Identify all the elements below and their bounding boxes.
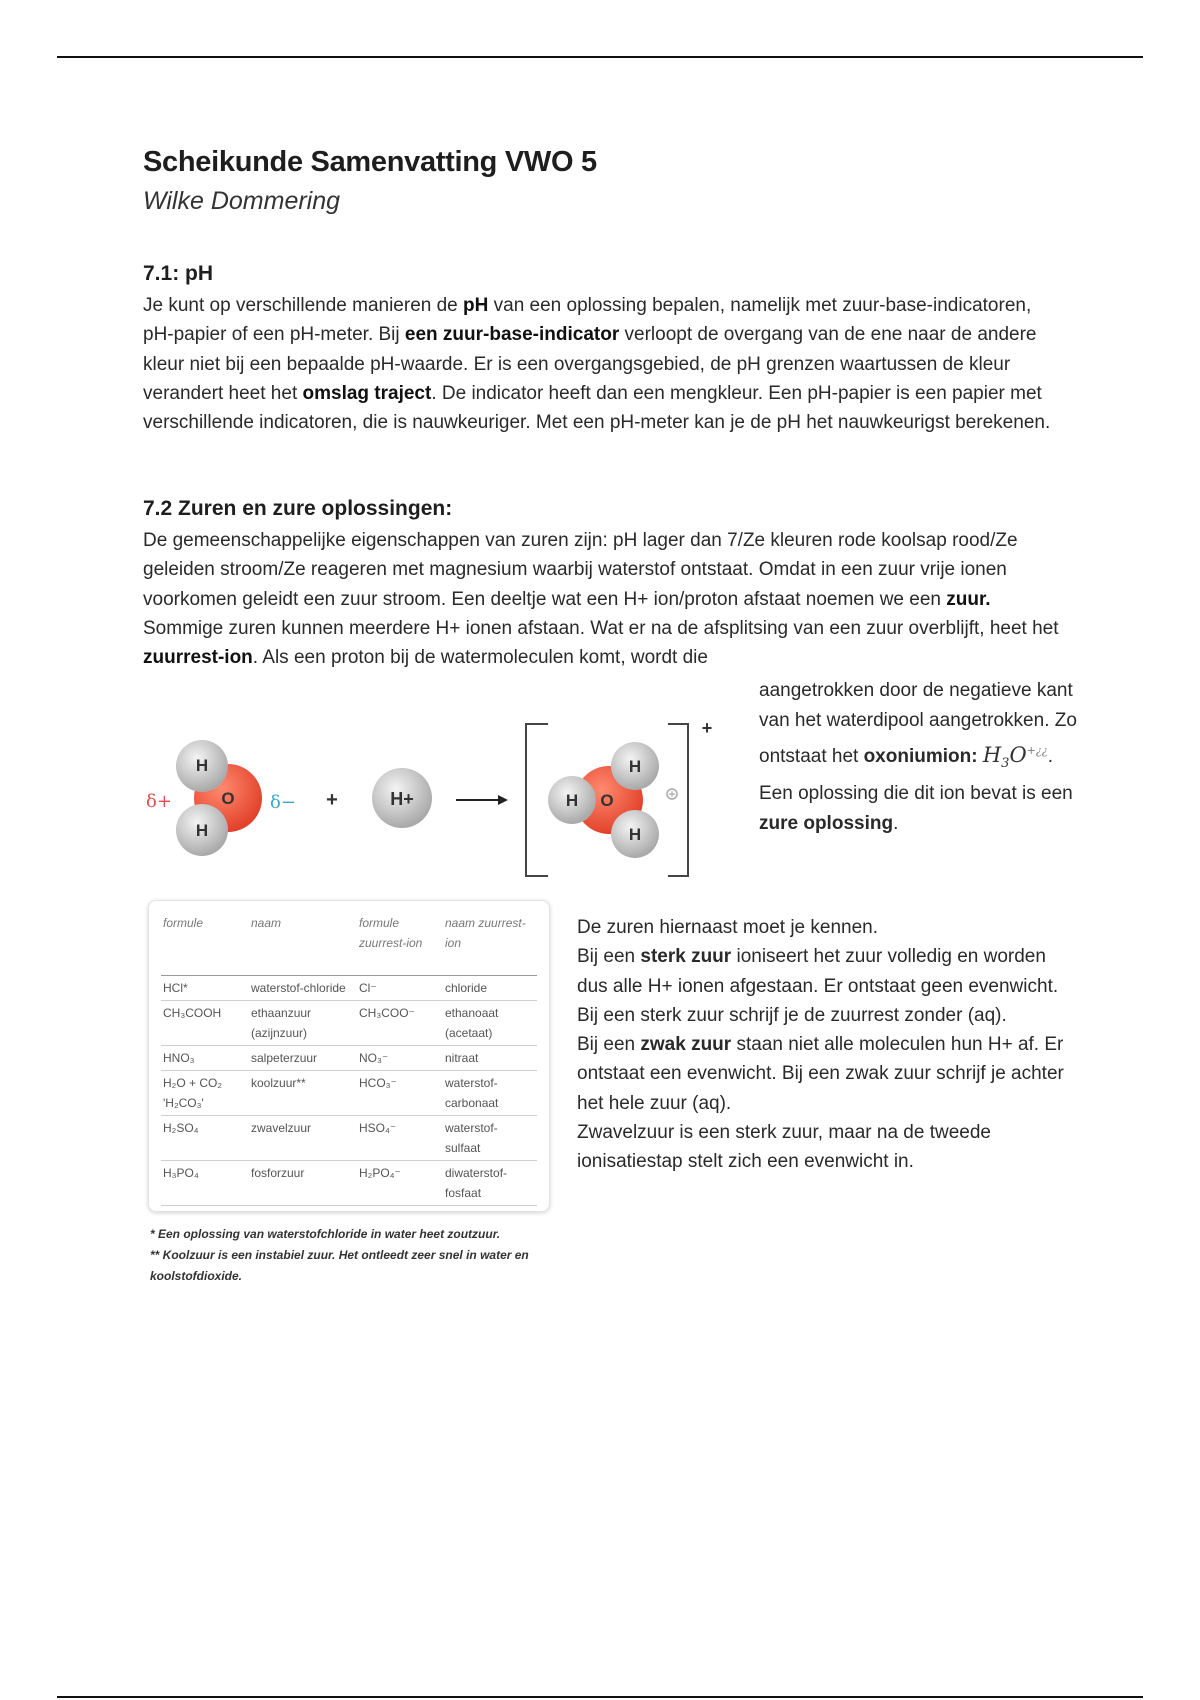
- text-run: verloopt de overgang van de ene naar de andere kleur niet bij een bepaalde pH-waarde. Er is een overgangsgebied, de pH grenzen waartussen de kleur verandert heet het: [143, 324, 1037, 404]
- left-bracket: [526, 724, 548, 876]
- table-cell: H₂SO₄: [161, 1116, 249, 1161]
- section-heading-acids: 7.2 Zuren en zure oplossingen:: [143, 497, 453, 520]
- oxonium-formation-diagram: [140, 700, 730, 885]
- text-run: Je kunt op verschillende manieren de: [143, 295, 464, 316]
- table-cell: diwaterstof-fosfaat: [443, 1161, 537, 1206]
- table-cell: H₃PO₄: [161, 1161, 249, 1206]
- table-cell: waterstof-chloride: [249, 976, 357, 1001]
- svg-text:H: H: [628, 757, 642, 776]
- table-cell: koolzuur**: [249, 1071, 357, 1116]
- table-row: [161, 1071, 537, 1116]
- acid-table-card: [148, 900, 550, 1212]
- svg-text:H: H: [628, 825, 642, 844]
- table-cell: fosforzuur: [249, 1161, 357, 1206]
- svg-text:H: H: [195, 756, 209, 775]
- table-row: [161, 976, 537, 1001]
- footnote: * Een oplossing van waterstofchloride in water heet zoutzuur.: [150, 1227, 501, 1241]
- text-run: De gemeenschappelijke eigenschappen van zuren zijn: pH lager dan 7/Ze kleuren rode koolsap rood/Ze geleiden stroom/Ze reageren met magnesium waarbij waterstof ontstaat. Omdat in een zuur vrije ionen voorkomen geleidt een zuur stroom. Een deeltje wat een H+ ion/proton afstaat noemen we een: [143, 530, 1018, 610]
- bold-term: zwak zuur: [640, 1034, 732, 1056]
- delta-minus-label: δ−: [270, 792, 296, 813]
- svg-text:H+: H+: [390, 789, 414, 809]
- table-cell: nitraat: [443, 1046, 537, 1071]
- table-header: formule zuurrest-ion: [357, 909, 443, 976]
- table-cell: ethanoaat (acetaat): [443, 1001, 537, 1046]
- table-header: formule: [161, 909, 249, 976]
- text-run: . De indicator heeft dan een mengkleur. Een pH-papier is een papier met verschillende indicatoren, die is nauwkeuriger. Met een pH-meter kan je de pH het nauwkeurigst berekenen.: [143, 382, 1051, 434]
- delta-plus-label: δ+: [146, 791, 172, 812]
- section-ph-paragraph: [143, 291, 1063, 437]
- table-cell: waterstof-sulfaat: [443, 1116, 537, 1161]
- svg-text:H: H: [565, 791, 579, 810]
- bold-term: oxoniumion:: [863, 746, 978, 767]
- table-row: [161, 1001, 537, 1046]
- table-cell: ethaanzuur (azijnzuur): [249, 1001, 357, 1046]
- section-heading-ph: 7.1: pH: [143, 262, 214, 285]
- bold-term: omslag traject: [302, 382, 432, 404]
- table-cell: chloride: [443, 976, 537, 1001]
- table-cell: HNO₃: [161, 1046, 249, 1071]
- table-header: naam zuurrest-ion: [443, 909, 537, 976]
- text-run: van een oplossing bepalen, namelijk met zuur-base-indicatoren, pH-papier of een pH-meter. Bij: [143, 295, 1032, 346]
- table-cell: salpeterzuur: [249, 1046, 357, 1071]
- text-run: . Een oplossing die dit ion bevat is een: [759, 746, 1073, 805]
- bold-term: een zuur-base-indicator: [404, 324, 620, 346]
- bold-term: zuur.: [946, 588, 991, 610]
- text-run: .: [893, 813, 899, 835]
- table-cell: CH₃COO⁻: [357, 1001, 443, 1046]
- text-run: aangetrokken door de negatieve kant van het waterdipool aangetrokken. Zo ontstaat het: [759, 680, 1077, 767]
- acid-table: [161, 909, 537, 1206]
- table-footnotes: [150, 1224, 550, 1287]
- section-acids-paragraph: [143, 526, 1063, 672]
- svg-text:O: O: [221, 789, 235, 808]
- text-line: Bij een sterk zuur ioniseert het zuur volledig en worden dus alle H+ ionen afgestaan. Er ontstaat geen evenwicht. Bij een sterk zuur schrijf je de zuurrest zonder (aq).: [577, 946, 1059, 1026]
- footnote: ** Koolzuur is een instabiel zuur. Het ontleedt zeer snel in water en koolstofdioxide.: [150, 1248, 529, 1283]
- table-cell: Cl⁻: [357, 976, 443, 1001]
- table-row: [161, 1116, 537, 1161]
- bold-term: sterk zuur: [640, 946, 732, 968]
- charge-label: +: [701, 718, 713, 738]
- text-line: Zwavelzuur is een sterk zuur, maar na de tweede ionisatiestap stelt zich een evenwicht in.: [577, 1122, 991, 1173]
- text-line: Bij een zwak zuur staan niet alle moleculen hun H+ af. Er ontstaat een evenwicht. Bij een zwak zuur schrijf je achter het hele zuur (aq).: [577, 1034, 1064, 1114]
- table-cell: CH₃COOH: [161, 1001, 249, 1046]
- bold-term: pH: [463, 295, 489, 316]
- document-title: Scheikunde Samenvatting VWO 5: [143, 146, 597, 178]
- text-run: . Als een proton bij de watermoleculen komt, wordt die: [252, 647, 708, 669]
- bold-term: zuurrest-ion: [143, 647, 253, 669]
- bold-term: zure oplossing: [759, 813, 894, 835]
- table-cell: HCl*: [161, 976, 249, 1001]
- table-cell: H₂O + CO₂ 'H₂CO₃': [161, 1071, 249, 1116]
- svg-text:O: O: [600, 791, 614, 810]
- right-bracket: [668, 724, 688, 876]
- svg-text:H: H: [195, 821, 209, 840]
- table-cell: zwavelzuur: [249, 1116, 357, 1161]
- footer-rule: [57, 1696, 1143, 1698]
- table-cell: NO₃⁻: [357, 1046, 443, 1071]
- document-author: Wilke Dommering: [143, 187, 341, 215]
- table-row: [161, 1161, 537, 1206]
- header-rule: [57, 56, 1143, 58]
- table-cell: HCO₃⁻: [357, 1071, 443, 1116]
- oxonium-paragraph: [759, 676, 1079, 839]
- table-header: naam: [249, 909, 357, 976]
- table-cell: waterstof-carbonaat: [443, 1071, 537, 1116]
- acid-strength-paragraph: [577, 913, 1067, 1177]
- text-line: De zuren hiernaast moet je kennen.: [577, 917, 879, 938]
- plus-sign: +: [326, 789, 338, 811]
- text-run: Sommige zuren kunnen meerdere H+ ionen afstaan. Wat er na de afsplitsing van een zuur overblijft, heet het: [143, 617, 1059, 639]
- table-row: [161, 1046, 537, 1071]
- table-cell: HSO₄⁻: [357, 1116, 443, 1161]
- table-cell: H₂PO₄⁻: [357, 1161, 443, 1206]
- oxonium-formula: $H_3O^{+¿¿}$: [982, 743, 1048, 772]
